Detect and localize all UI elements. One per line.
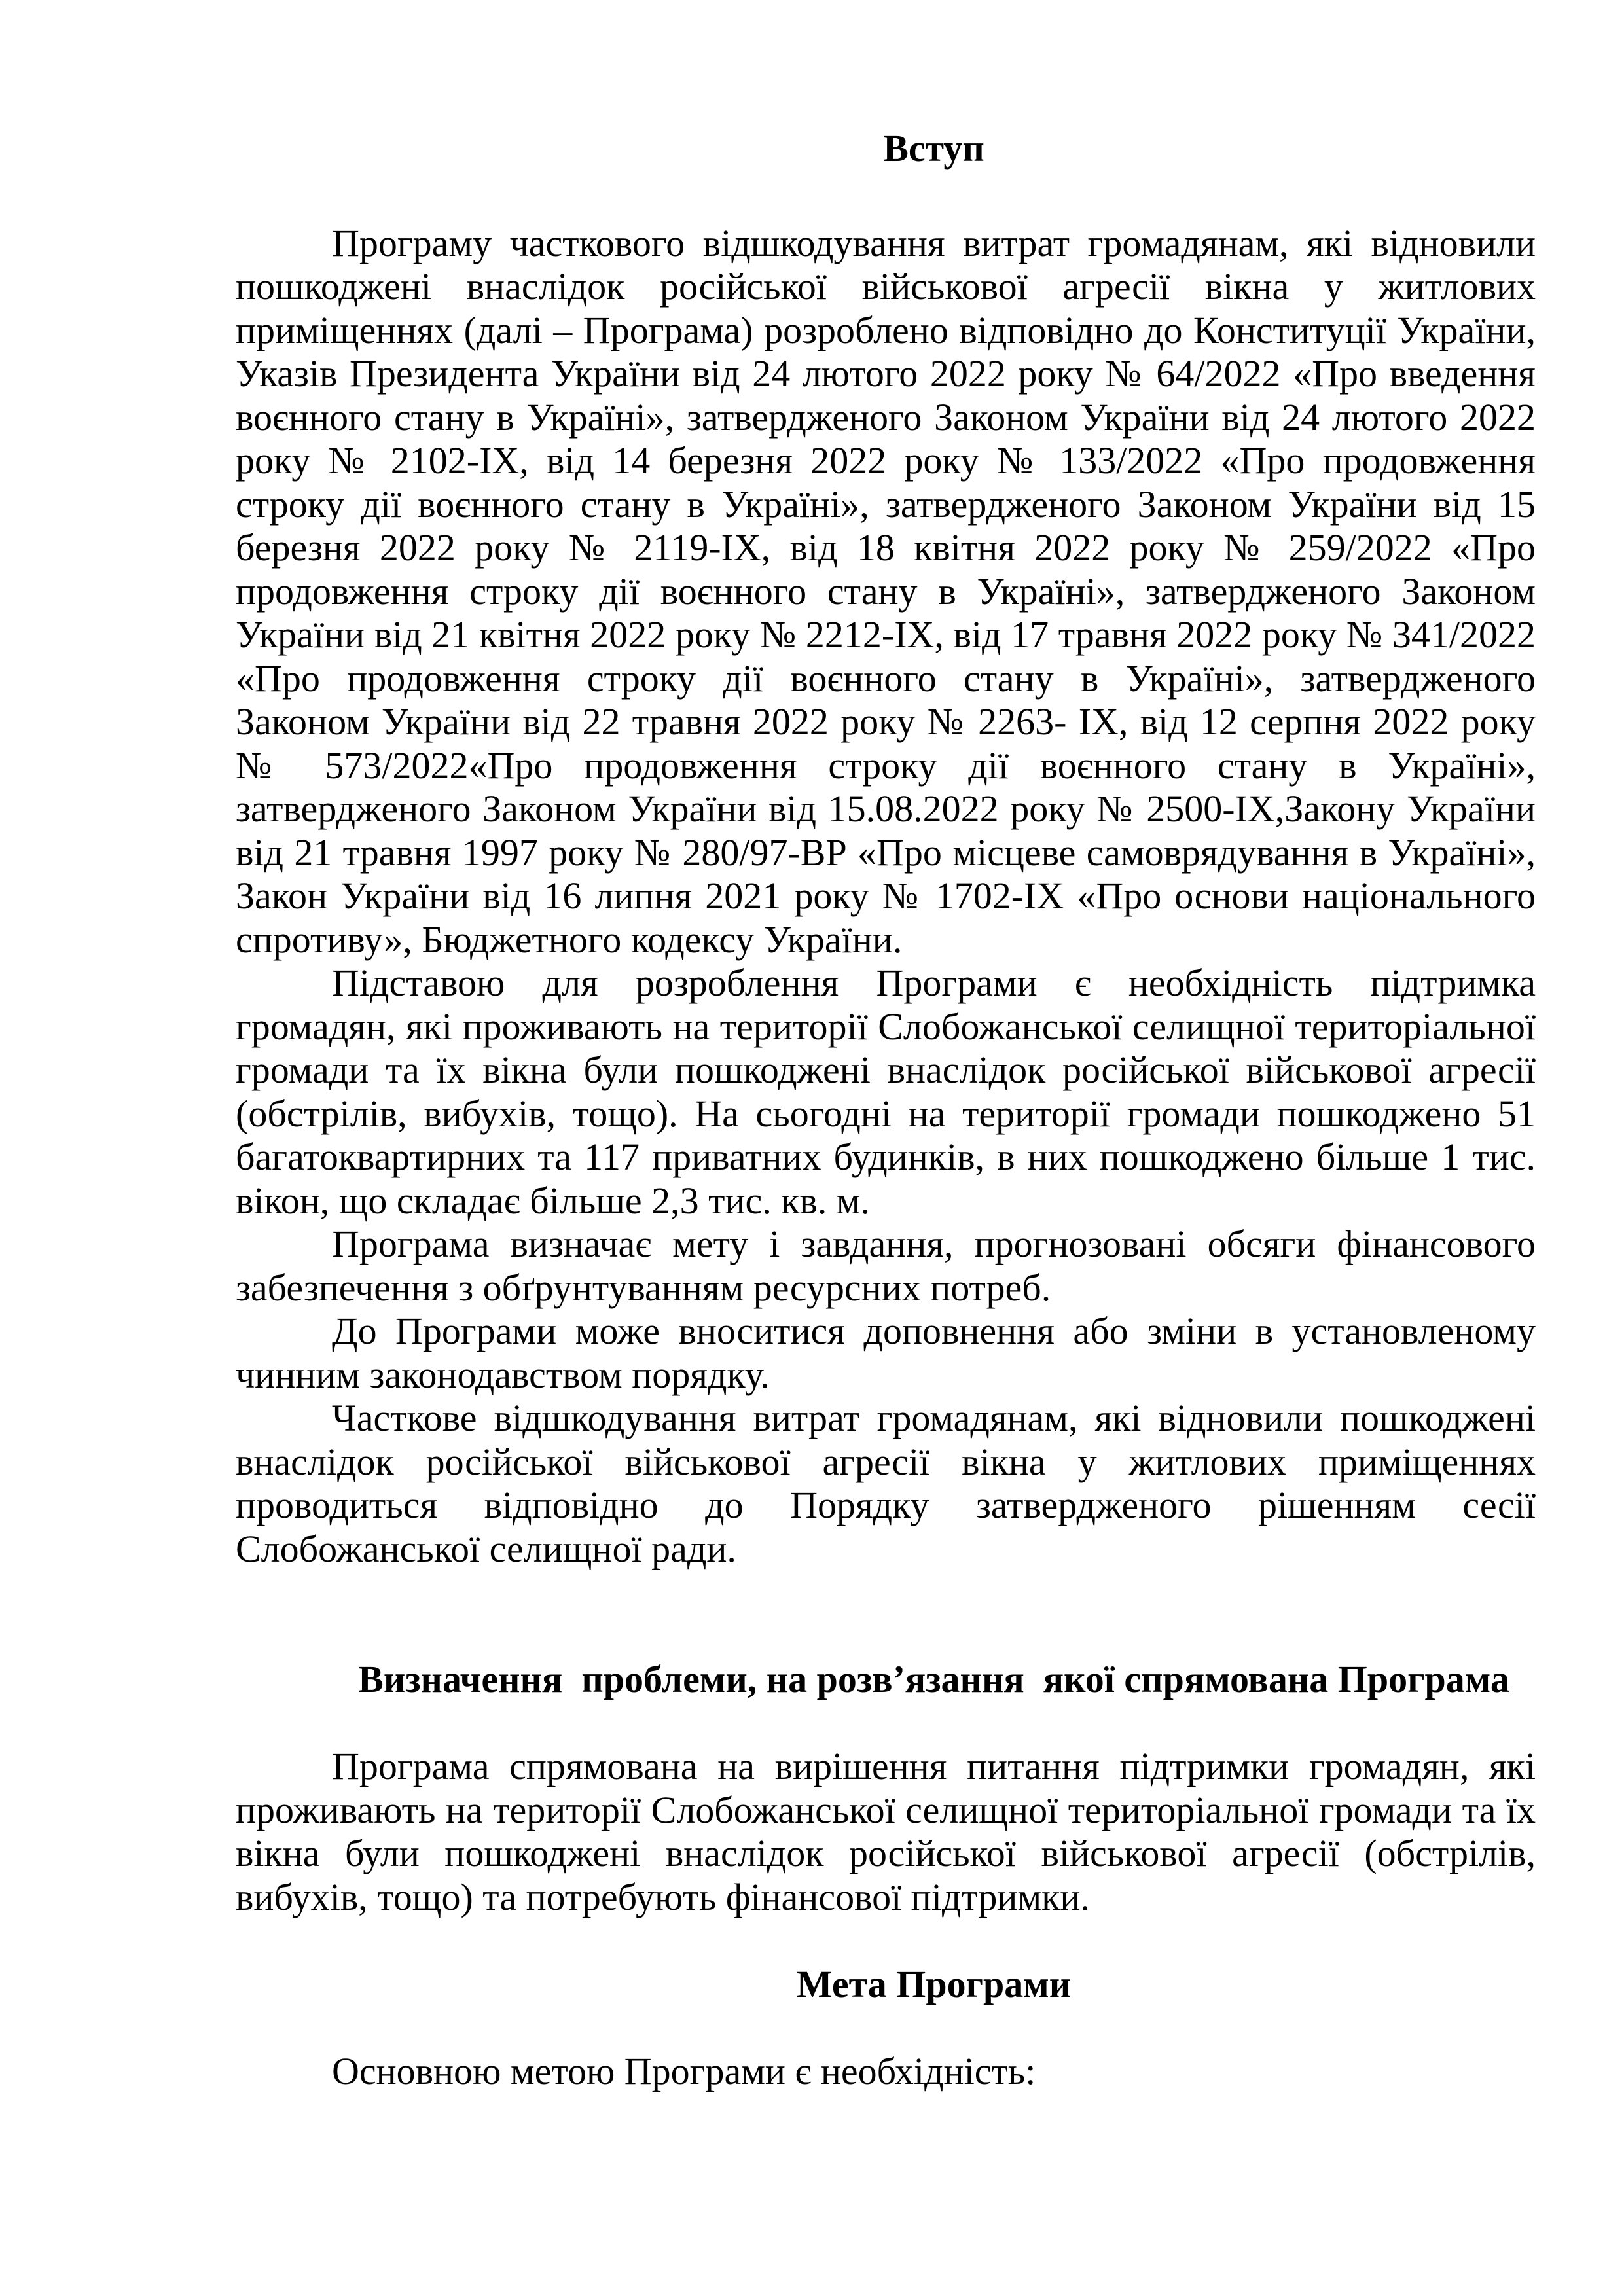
paragraph-goal-statement: Основною метою Програми є необхідність: — [332, 2049, 1036, 2092]
paragraph-intro-amendments: До Програми може вноситися доповнення або зміни в установленому чинним законодавством порядку. — [236, 1310, 1536, 1396]
section-heading-intro: Вступ — [883, 127, 984, 170]
paragraph-intro-program-defines: Програма визначає мету і завдання, прогнозовані обсяги фінансового забезпечення з обґрунтуванням ресурсних потреб. — [236, 1223, 1536, 1309]
section-heading-goal: Мета Програми — [796, 1962, 1072, 2005]
paragraph-intro-legal-basis: Програму часткового відшкодування витрат громадянам, які відновили пошкоджені внаслідок російської військової агресії вікна у житлових приміщеннях (далі – Програма) розроблено відповідно до Конституції України, Указів Президента України від 24 лютого 2022 року № 64/2022 «Про введення воєнного стану в Україні», затвердженого Законом України від 24 лютого 2022 року № 2102-IX, від 14 березня 2022 року № 133/2022 «Про продовження строку дії воєнного стану в Україні», затвердженого Законом України від 15 березня 2022 року № 2119-IX, від 18 квітня 2022 року № 259/2022 «Про продовження строку дії воєнного стану в Україні», затвердженого Законом України від 21 квітня 2022 року № 2212-IX, від 17 травня 2022 року № 341/2022 «Про продовження строку дії воєнного стану в Україні», затвердженого Законом України від 22 травня 2022 року № 2263- IX, від 12 серпня 2022 року № 573/2022«Про продовження строку дії воєнного стану в Україні», затвердженого Законом України від 15.08.2022 року № 2500-IX,Закону України від 21 травня 1997 року № 280/97-ВР «Про місцеве самоврядування в Україні», Закон України від 16 липня 2021 року № 1702-IX «Про основи національного спротиву», Бюджетного кодексу України. — [236, 221, 1536, 961]
paragraph-intro-procedure: Часткове відшкодування витрат громадянам, які відновили пошкоджені внаслідок російської військової агресії вікна у житлових приміщеннях проводиться відповідно до Порядку затвердженого рішенням сесії Слобожанської селищної ради. — [236, 1397, 1536, 1570]
paragraph-problem-description: Програма спрямована на вирішення питання підтримки громадян, які проживають на території Слобожанської селищної територіальної громади та їх вікна були пошкоджені внаслідок російської військової агресії (обстрілів, вибухів, тощо) та потребують фінансової підтримки. — [236, 1745, 1536, 1918]
document-content — [236, 127, 1536, 2093]
section-heading-problem-definition: Визначення проблеми, на розв’язання якої спрямована Програма — [358, 1658, 1509, 1700]
paragraph-intro-justification: Підставою для розроблення Програми є необхідність підтримка громадян, які проживають на території Слобожанської селищної територіальної громади та їх вікна були пошкоджені внаслідок російської військової агресії (обстрілів, вибухів, тощо). На сьогодні на території громади пошкоджено 51 багатоквартирних та 117 приватних будинків, в них пошкоджено більше 1 тис. вікон, що складає більше 2,3 тис. кв. м. — [236, 961, 1536, 1222]
